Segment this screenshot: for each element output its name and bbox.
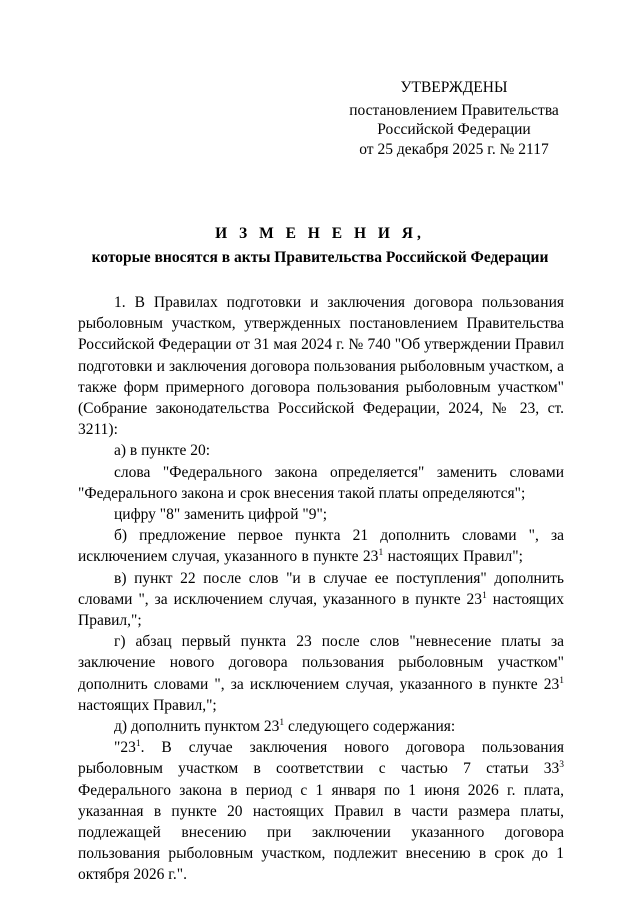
paragraph-6: [78, 568, 564, 632]
approval-line-resolution: постановлением Правительства: [349, 101, 559, 119]
paragraph-2: а) в пункте 20:: [114, 442, 211, 460]
document-subtitle: которые вносятся в акты Правительства Российской Федерации: [91, 249, 549, 266]
paragraph-9-text-b: . В случае заключения нового договора пользования рыболовным участком в соответствии с частью 7 статьи 33: [78, 739, 564, 778]
paragraph-9-superscript-1: 1: [135, 739, 141, 750]
paragraph-5: [78, 525, 564, 567]
paragraph-5-text-a: б) предложение первое пункта 21 дополнить словами ", за исключением случая, указанного в пункте 23: [78, 527, 564, 566]
document-heading: [0, 225, 640, 267]
paragraph-6-text-b: настоящих Правил,";: [78, 590, 564, 630]
approval-block: [330, 78, 578, 159]
document-title: И З М Е Н Е Н И Я,: [215, 225, 425, 242]
paragraph-6-text-a: в) пункт 22 после слов "и в случае ее поступления" дополнить словами ", за исключением случая, указанного в пункте 23: [78, 569, 564, 608]
paragraph-7: [78, 631, 564, 716]
paragraph-7-text-a: г) абзац первый пункта 23 после слов "невнесение платы за заключение нового договора пользования рыболовным участком" дополнить словами ", за исключением случая, указанного в пункте 23: [78, 633, 564, 693]
approval-line-date: от 25 декабря 2025 г. № 2117: [359, 140, 549, 158]
paragraph-9-text-c: Федерального закона в период с 1 января по 1 июня 2026 г. плата, указанная в пункте 20 настоящих Правил в части размера платы, подлежащей внесению при заключении указанного договора пользования рыболовным участком, подлежит внесению в срок до 1 октября 2026 г.".: [78, 781, 564, 884]
paragraph-9: [78, 737, 564, 885]
paragraph-7-text-b: настоящих Правил,";: [78, 696, 217, 714]
paragraph-1: 1. В Правилах подготовки и заключения договора пользования рыболовным участком, утвержденных постановлением Правительства Российской Федерации от 31 мая 2024 г. № 740 "Об утверждении Правил подготовки и заключения договора пользования рыболовным участком, а также форм примерного договора пользования рыболовным участком" (Собрание законодательства Российской Федерации, 2024, № 23, ст. 3211):: [78, 294, 564, 439]
document-body: [78, 292, 564, 886]
approval-title: УТВЕРЖДЕНЫ: [400, 79, 508, 96]
paragraph-8-superscript: 1: [279, 718, 285, 729]
approval-line-government: Российской Федерации: [377, 121, 531, 138]
paragraph-9-text-a: "23: [114, 739, 136, 757]
paragraph-8-text-b: следующего содержания:: [284, 718, 456, 736]
paragraph-5-superscript: 1: [378, 548, 384, 559]
paragraph-8-text-a: д) дополнить пунктом 23: [114, 718, 280, 736]
paragraph-8: [78, 716, 564, 737]
paragraph-3: слова "Федерального закона определяется" заменить словами "Федерального закона и срок внесения такой платы определяются";: [78, 463, 564, 502]
paragraph-9-superscript-2: 3: [559, 760, 564, 771]
paragraph-4: цифру "8" заменить цифрой "9";: [114, 506, 328, 524]
paragraph-7-superscript: 1: [559, 675, 564, 686]
paragraph-5-text-b: настоящих Правил";: [383, 548, 523, 566]
paragraph-6-superscript: 1: [482, 590, 487, 601]
